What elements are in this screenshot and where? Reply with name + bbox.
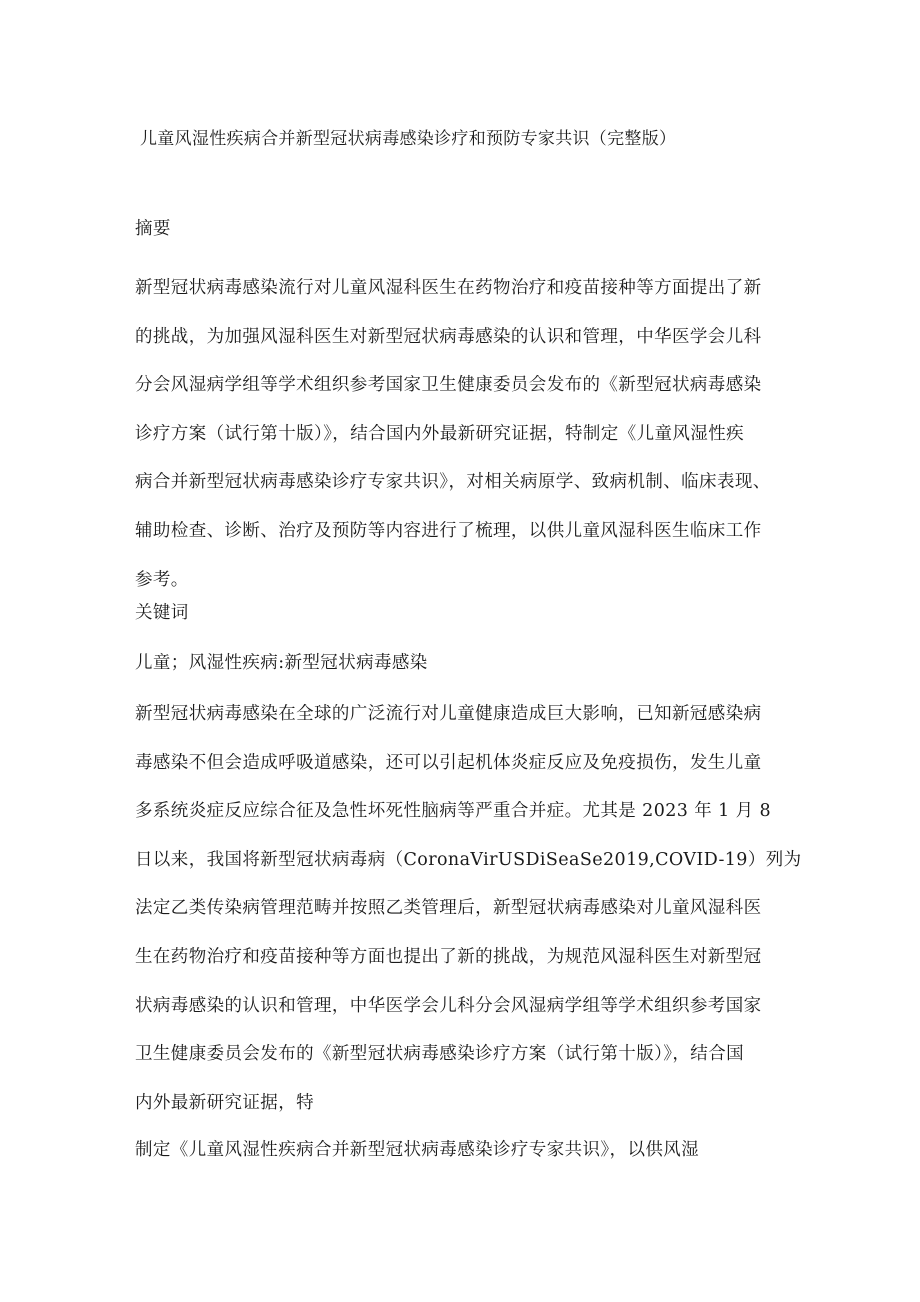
text-line: 状病毒感染的认识和管理，中华医学会儿科分会风湿病学组等学术组织参考国家: [135, 995, 762, 1016]
text-line: 内外最新研究证据，特: [135, 1092, 314, 1113]
text-line: 生在药物治疗和疫苗接种等方面也提出了新的挑战，为规范风湿科医生对新型冠: [135, 946, 762, 967]
text-line: 病合并新型冠状病毒感染诊疗专家共识》，对相关病原学、致病机制、临床表现、: [135, 472, 771, 493]
text-line: 法定乙类传染病管理范畴并按照乙类管理后，新型冠状病毒感染对儿童风湿科医: [135, 898, 762, 919]
text-line: 诊疗方案（试行第十版）》，结合国内外最新研究证据，特制定《儿童风湿性疾: [135, 423, 744, 444]
text-line: 新型冠状病毒感染在全球的广泛流行对儿童健康造成巨大影响，已知新冠感染病: [135, 704, 762, 724]
keywords-text: 儿童；风湿性疾病:新型冠状病毒感染: [135, 653, 428, 673]
text-line: 多系统炎症反应综合征及急性坏死性脑病等严重合并症。尤其是 2023 年 1 月 8: [135, 801, 772, 822]
text-line: 新型冠状病毒感染流行对儿童风湿科医生在药物治疗和疫苗接种等方面提出了新: [135, 278, 762, 298]
abstract-paragraph: [135, 264, 795, 604]
keywords-heading: 关键词: [135, 603, 189, 623]
text-line: 卫生健康委员会发布的《新型冠状病毒感染诊疗方案（试行第十版）》，结合国: [135, 1044, 744, 1065]
text-line: 日以来，我国将新型冠状病毒病（CoronaVirUSDiSeaSe2019,COVID-19）列为: [135, 849, 802, 870]
document-title: 儿童风湿性疾病合并新型冠状病毒感染诊疗和预防专家共识（完整版）: [140, 129, 677, 149]
text-line: 分会风湿病学组等学术组织参考国家卫生健康委员会发布的《新型冠状病毒感染: [135, 375, 762, 396]
text-line: 参考。: [135, 569, 189, 590]
text-line: 毒感染不但会造成呼吸道感染，还可以引起机体炎症反应及免疫损伤，发生儿童: [135, 752, 762, 773]
abstract-heading: 摘要: [135, 219, 171, 239]
text-line: 辅助检查、诊断、治疗及预防等内容进行了梳理，以供儿童风湿科医生临床工作: [135, 520, 762, 541]
body-paragraph: [135, 690, 802, 1127]
text-line: 的挑战，为加强风湿科医生对新型冠状病毒感染的认识和管理，中华医学会儿科: [135, 326, 762, 347]
continuation-paragraph: 制定《儿童风湿性疾病合并新型冠状病毒感染诊疗专家共识》，以供风湿: [135, 1140, 700, 1160]
